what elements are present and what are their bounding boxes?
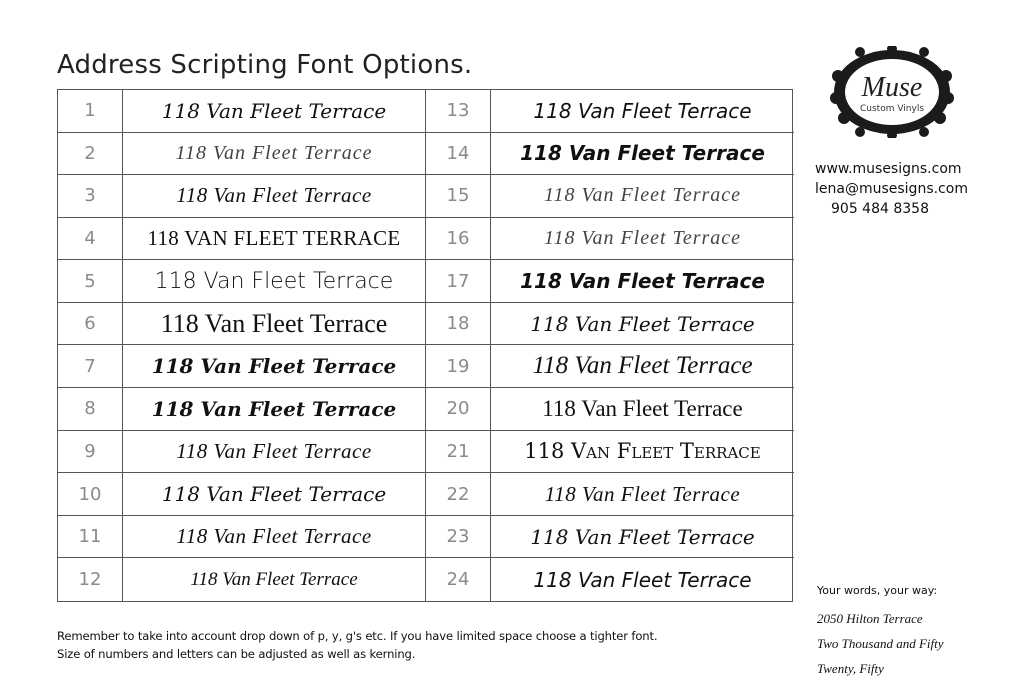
font-sample: 118 Van Fleet Terrace [491,133,794,176]
option-number: 10 [58,473,123,516]
email-link[interactable]: lena@musesigns.com [815,181,968,197]
option-number: 19 [426,345,491,388]
option-number: 15 [426,175,491,218]
phone-number: 905 484 8358 [831,201,929,217]
option-number: 5 [58,260,123,303]
option-number: 21 [426,431,491,474]
font-sample: 118 Van Fleet Terrace [123,473,426,516]
number-format-examples [817,606,944,681]
option-number: 11 [58,516,123,559]
font-sample: 118 Van Fleet Terrace [491,218,794,261]
font-sample: 118 Van Fleet Terrace [123,260,426,303]
font-sample: 118 Van Fleet Terrace [123,303,426,346]
option-number: 1 [58,90,123,133]
option-number: 23 [426,516,491,559]
font-sample: 118 Van Fleet Terrace [491,345,794,388]
font-sample: 118 Van Fleet Terrace [123,175,426,218]
example-numeric: 2050 Hilton Terrace [817,611,923,626]
font-sample: 118 Van Fleet Terrace [491,473,794,516]
font-options-table [57,89,793,602]
option-number: 3 [58,175,123,218]
option-number: 9 [58,431,123,474]
font-sample: 118 Van Fleet Terrace [123,516,426,559]
contact-info [815,159,968,219]
footnote-line-2: Size of numbers and letters can be adjusted as well as kerning. [57,647,416,661]
font-sample: 118 Van Fleet Terrace [491,388,794,431]
footnote [57,627,657,663]
logo-subtitle: Custom Vinyls [859,104,925,114]
font-sample: 118 Van Fleet Terrace [491,90,794,133]
font-sample: 118 Van Fleet Terrace [123,133,426,176]
option-number: 7 [58,345,123,388]
font-sample: 118 Van Fleet Terrace [123,558,426,601]
option-number: 8 [58,388,123,431]
option-number: 16 [426,218,491,261]
font-sample: 118 Van Fleet Terrace [123,345,426,388]
logo-name: Muse [861,72,923,103]
font-sample: 118 Van Fleet Terrace [491,260,794,303]
option-number: 24 [426,558,491,601]
font-sample: 118 Van Fleet Terrace [123,90,426,133]
option-number: 22 [426,473,491,516]
example-words: Two Thousand and Fifty [817,636,944,651]
font-sample: 118 Van Fleet Terrace [533,567,752,592]
website-link[interactable]: www.musesigns.com [815,161,962,177]
font-sample: 118 Van Fleet Terrace [491,431,794,474]
option-number: 13 [426,90,491,133]
option-number: 14 [426,133,491,176]
option-number: 12 [58,558,123,601]
font-sample: 118 Van Fleet Terrace [491,303,794,346]
footnote-line-1: Remember to take into account drop down of p, y, g's etc. If you have limited space choose a tighter font. [57,629,658,643]
option-number: 17 [426,260,491,303]
option-number: 4 [58,218,123,261]
font-sample: 118 Van Fleet Terrace [123,388,426,431]
example-split: Twenty, Fifty [817,661,884,676]
tagline: Your words, your way: [817,584,938,597]
option-number: 6 [58,303,123,346]
font-sample: 118 VAN FLEET TERRACE [123,218,426,261]
font-sample: 118 Van Fleet Terrace [123,431,426,474]
option-number: 18 [426,303,491,346]
font-sample: 118 Van Fleet Terrace [491,516,794,559]
page-title: Address Scripting Font Options. [57,50,473,80]
font-sample: 118 Van Fleet Terrace [491,175,794,218]
option-number: 2 [58,133,123,176]
option-number: 20 [426,388,491,431]
muse-logo [830,46,954,138]
